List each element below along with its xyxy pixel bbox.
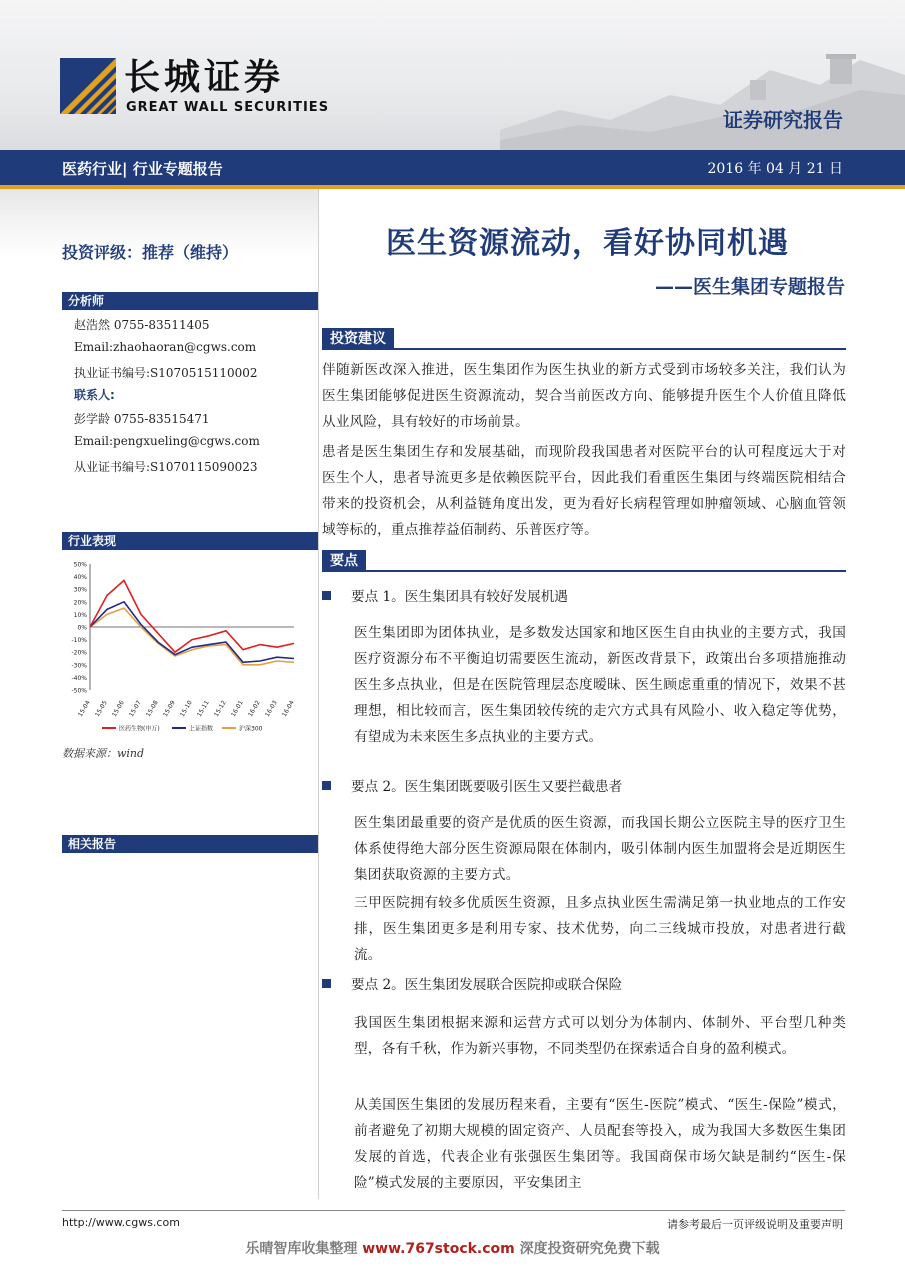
section-investment-advice: [322, 328, 846, 350]
x-tick-label: 16-02: [246, 699, 262, 719]
y-tick-label: -20%: [71, 649, 87, 657]
y-tick-label: 40%: [73, 574, 87, 582]
paragraph: 我国医生集团根据来源和运营方式可以划分为体制内、体制外、平台型几种类型，各有千秋，作为新兴事物，不同类型仍在探索适合自身的盈利模式。: [354, 1015, 846, 1057]
series-line: [90, 608, 294, 665]
chart-series: [90, 580, 294, 664]
bullet-icon: [322, 979, 331, 988]
x-tick-label: 15-11: [195, 699, 211, 719]
y-tick-label: 10%: [73, 611, 87, 619]
y-tick-label: -40%: [71, 674, 87, 682]
legend-label: 医药生物(申万): [119, 725, 160, 733]
x-tick-label: 15-05: [93, 699, 109, 719]
x-tick-label: 15-07: [127, 699, 143, 719]
industry-performance-chart: [62, 558, 302, 736]
investment-rating: 投资评级：推荐（维持）: [62, 243, 239, 262]
chart-legend: [102, 725, 263, 733]
company-name-en: GREAT WALL SECURITIES: [126, 100, 330, 115]
section-key-points: [322, 550, 846, 572]
key-point-item: [322, 584, 568, 610]
section-title: 投资建议: [322, 328, 394, 350]
related-reports-header: 相关报告: [62, 835, 318, 853]
industry-label: 医药行业| 行业专题报告: [62, 160, 223, 178]
paragraph: 医生集团最重要的资产是优质的医生资源，而我国长期公立医院主导的医疗卫生体系使得绝大部分医生资源局限在体制内，吸引体制内医生加盟将会是近期医生集团获取资源的主要方式。: [354, 815, 846, 883]
chart-x-axis: [76, 624, 296, 719]
y-tick-label: -30%: [71, 662, 87, 670]
x-tick-label: 15-09: [161, 699, 177, 719]
contact-name: 彭学龄 0755-83515471: [74, 412, 210, 426]
report-subtitle: ——医生集团专题报告: [654, 276, 845, 298]
paragraph: 患者是医生集团生存和发展基础，而现阶段我国患者对医院平台的认可程度远大于对医生个人，患者导流更多是依赖医院平台，因此我们看重医生集团与终端医院相结合带来的投资机会，从利益链角度出发，更为看好长病程管理如肿瘤领域、心脑血管领域等标的，重点推荐益佰制药、乐普医疗等。: [322, 444, 846, 538]
series-line: [90, 602, 294, 663]
x-tick-label: 15-10: [178, 699, 194, 719]
y-tick-label: -10%: [71, 637, 87, 645]
analyst-name: 赵浩然 0755-83511405: [74, 318, 210, 332]
company-name-cn: 长城证券: [124, 57, 285, 98]
y-tick-label: 30%: [73, 586, 87, 594]
key-point-text: 要点 2。医生集团既要吸引医生又要拦截患者: [351, 779, 623, 795]
key-point-item: [322, 774, 622, 800]
footer-website-link[interactable]: http://www.cgws.com: [62, 1216, 180, 1229]
bullet-icon: [322, 781, 331, 790]
analyst-email[interactable]: Email:zhaohaoran@cgws.com: [74, 340, 257, 354]
x-tick-label: 15-06: [110, 699, 126, 719]
report-date: 2016 年 04 月 21 日: [707, 161, 843, 177]
y-tick-label: 50%: [73, 561, 87, 569]
y-tick-label: 0%: [77, 624, 87, 632]
section-title: 要点: [322, 550, 366, 572]
x-tick-label: 15-12: [212, 699, 228, 719]
sidebar-divider: [318, 189, 319, 1199]
paragraph: 从美国医生集团的发展历程来看，主要有“医生-医院”模式、“医生-保险”模式，前者避免了初期大规模的固定资产、人员配套等投入，成为我国大多数医生集团发展的首选，代表企业有张强医生集团等。我国商保市场欠缺是制约“医生-保险”模式发展的主要原因，平安集团主: [354, 1097, 846, 1191]
key-point-text: 要点 1。医生集团具有较好发展机遇: [351, 589, 568, 605]
contact-cert: 从业证书编号:S1070115090023: [74, 460, 258, 474]
watermark-url[interactable]: www.767stock.com: [362, 1241, 515, 1257]
contact-header: 联系人:: [74, 388, 115, 402]
contact-email[interactable]: Email:pengxueling@cgws.com: [74, 434, 260, 448]
legend-label: 沪深300: [239, 725, 263, 733]
x-tick-label: 16-04: [280, 699, 296, 719]
series-line: [90, 580, 294, 652]
report-type-label: 证券研究报告: [723, 108, 843, 132]
analyst-cert: 执业证书编号:S1070515110002: [74, 366, 258, 380]
paragraph: 医生集团即为团体执业，是多数发达国家和地区医生自由执业的主要方式，我国医疗资源分布不平衡迫切需要医生流动，新医改背景下，政策出台多项措施推动医生多点执业，但是在医院管理层态度暧昧、医生顾虑重重的情况下，效果不甚理想，相比较而言，医生集团较传统的走穴方式具有风险小、收入稳定等优势，有望成为未来医生多点执业的主要方式。: [354, 625, 846, 745]
paragraph: 三甲医院拥有较多优质医生资源，且多点执业医生需满足第一执业地点的工作安排，医生集团更多是利用专家、技术优势，向二三线城市投放，对患者进行截流。: [354, 895, 846, 963]
y-tick-label: -50%: [71, 687, 87, 695]
x-tick-label: 16-03: [263, 699, 279, 719]
x-tick-label: 15-04: [76, 699, 92, 719]
chart-source: 数据来源：wind: [62, 747, 145, 760]
y-tick-label: 20%: [73, 599, 87, 607]
watermark-prefix: 乐晴智库收集整理: [245, 1241, 363, 1257]
key-point-text: 要点 2。医生集团发展联合医院抑或联合保险: [351, 977, 623, 993]
download-watermark: [0, 1238, 905, 1258]
analyst-header: 分析师: [62, 292, 318, 310]
company-logo-icon: [60, 58, 116, 114]
legend-label: 上证指数: [189, 725, 214, 733]
great-wall-illustration: [500, 40, 905, 150]
key-point-item: [322, 972, 622, 998]
watermark-suffix: 深度投资研究免费下载: [514, 1241, 660, 1257]
footer-divider: [62, 1210, 845, 1211]
x-tick-label: 16-01: [229, 699, 245, 719]
x-tick-label: 15-08: [144, 699, 160, 719]
bullet-icon: [322, 591, 331, 600]
report-title: 医生资源流动，看好协同机遇: [386, 226, 789, 261]
footer-disclaimer-note: 请参考最后一页评级说明及重要声明: [667, 1218, 843, 1231]
chart-y-axis: [71, 562, 90, 695]
paragraph: 伴随新医改深入推进，医生集团作为医生执业的新方式受到市场较多关注，我们认为医生集团能够促进医生资源流动，契合当前医改方向、能够提升医生个人价值且降低从业风险，具有较好的市场前景。: [322, 362, 846, 430]
industry-performance-header: 行业表现: [62, 532, 318, 550]
